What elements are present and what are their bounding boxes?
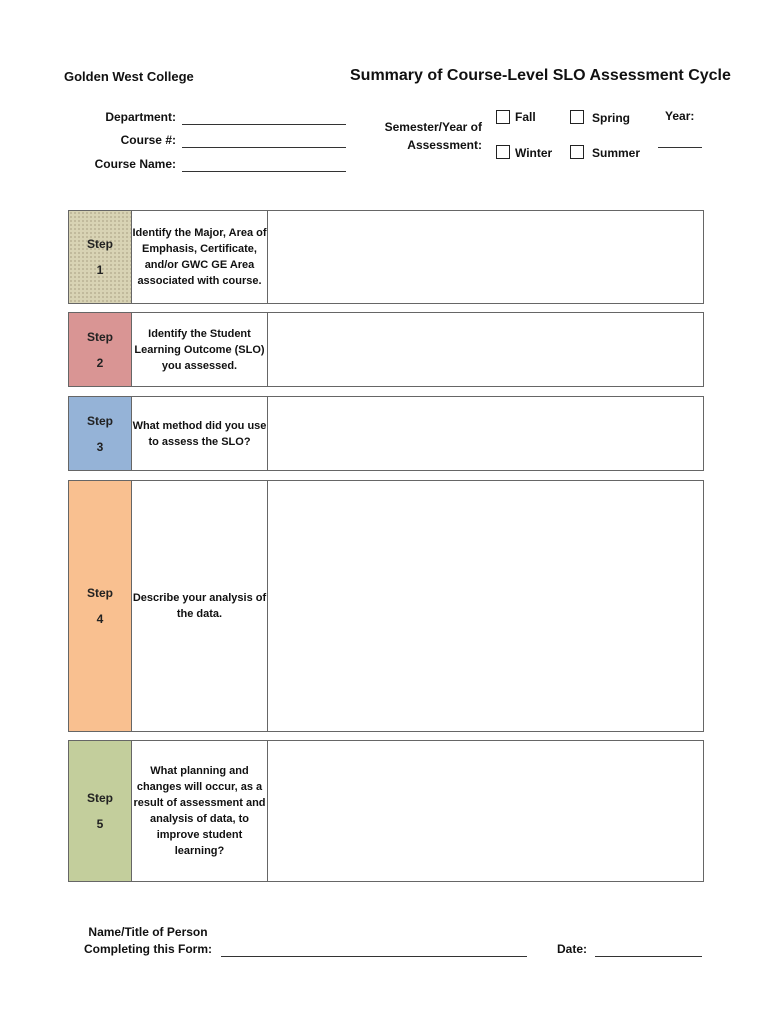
step-5-number: 5	[96, 817, 104, 831]
date-label: Date:	[557, 942, 588, 956]
completer-name-field[interactable]	[221, 956, 527, 957]
spring-checkbox[interactable]	[570, 110, 584, 124]
step-1-badge	[69, 211, 132, 303]
college-name: Golden West College	[64, 69, 194, 84]
step-3-number: 3	[96, 439, 104, 454]
step-4-badge	[69, 481, 132, 731]
step-4-row	[68, 480, 704, 732]
step-2-number: 2	[96, 355, 104, 370]
step-5-answer-field[interactable]	[268, 741, 703, 881]
step-5-prompt: What planning and changes will occur, as a result of assessment and analysis of data, to improve student learning?	[132, 741, 268, 881]
step-2-prompt: Identify the Student Learning Outcome (SLO) you assessed.	[132, 313, 268, 386]
step-2-answer-field[interactable]	[268, 313, 703, 386]
winter-checkbox[interactable]	[496, 145, 510, 159]
step-4-number: 4	[96, 612, 104, 626]
step-2-word: Step	[86, 329, 113, 344]
course-number-field[interactable]	[182, 147, 346, 148]
form-title: Summary of Course-Level SLO Assessment Cycle	[350, 67, 731, 84]
department-field[interactable]	[182, 124, 346, 125]
step-5-badge	[69, 741, 132, 881]
semester-label-line1: Semester/Year of	[384, 120, 482, 134]
summer-checkbox[interactable]	[570, 145, 584, 159]
step-2-badge	[69, 313, 132, 386]
step-4-prompt: Describe your analysis of the data.	[132, 481, 268, 731]
step-5-word: Step	[86, 791, 113, 805]
step-3-word: Step	[86, 413, 113, 428]
step-3-badge	[69, 397, 132, 470]
completer-label-line2: Completing this Form:	[84, 942, 212, 956]
step-1-number: 1	[96, 263, 104, 277]
fall-option-label: Fall	[515, 110, 536, 124]
summer-option-label: Summer	[592, 146, 641, 160]
step-1-prompt: Identify the Major, Area of Emphasis, Certificate, and/or GWC GE Area associated with course.	[132, 211, 268, 303]
semester-label-line2: Assessment:	[407, 138, 482, 152]
completer-label-line1: Name/Title of Person	[88, 925, 208, 939]
step-5-row	[68, 740, 704, 882]
course-number-label: Course #:	[120, 133, 176, 147]
step-3-row	[68, 396, 704, 471]
step-4-answer-field[interactable]	[268, 481, 703, 731]
semester-label	[360, 118, 482, 154]
step-2-row	[68, 312, 704, 387]
year-label: Year:	[665, 109, 695, 123]
step-3-answer-field[interactable]	[268, 397, 703, 470]
course-name-label: Course Name:	[94, 157, 176, 171]
step-1-row	[68, 210, 704, 304]
fall-checkbox[interactable]	[496, 110, 510, 124]
course-name-field[interactable]	[182, 171, 346, 172]
date-field[interactable]	[595, 956, 702, 957]
step-4-word: Step	[86, 586, 113, 600]
spring-option-label: Spring	[592, 111, 630, 125]
step-3-prompt: What method did you use to assess the SLO?	[132, 397, 268, 470]
department-label: Department:	[105, 110, 176, 124]
step-1-word: Step	[86, 237, 113, 251]
step-1-answer-field[interactable]	[268, 211, 703, 303]
completer-label	[80, 924, 216, 958]
year-field[interactable]	[658, 147, 702, 148]
winter-option-label: Winter	[515, 146, 553, 160]
